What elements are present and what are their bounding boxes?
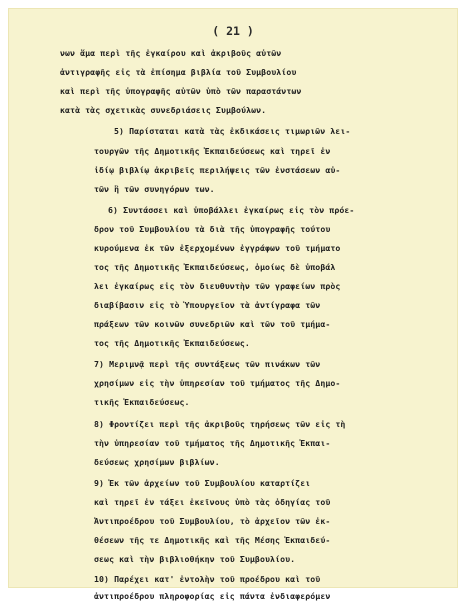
- text-line: τουργῶν τῆς Δημοτικῆς Ἐκπαιδεύσεως καὶ τηρεῖ ἐν: [94, 146, 331, 156]
- text-line: Ἀντιπροέδρου τοῦ Συμβουλίου, τὸ ἀρχεῖον τῶν ἐκ-: [94, 516, 331, 526]
- text-line: τος τῆς Δημοτικῆς Ἐκπαιδεύσεως.: [94, 338, 250, 348]
- text-line: κατὰ τὰς σχετικὰς συνεδριάσεις Συμβούλων.: [60, 105, 267, 115]
- text-line: δρον τοῦ Συμβουλίου τὰ διὰ τῆς ὑπογραφῆς τούτου: [94, 224, 331, 234]
- text-line: σεως καὶ τὴν βιβλιοθήκην τοῦ Συμβουλίου.: [94, 554, 296, 564]
- text-line: 8) Φροντίζει περὶ τῆς ἀκριβοῦς τηρήσεως τῶν εἰς τὴ: [94, 419, 346, 429]
- text-line: ἀντιγραφῆς εἰς τὰ ἐπίσημα βιβλία τοῦ Συμβουλίου: [60, 67, 297, 77]
- text-line: τικῆς Ἐκπαιδεύσεως.: [94, 397, 190, 407]
- document-page: [8, 8, 458, 601]
- text-line: διαβίβασιν εἰς τὸ Ὑπουργεῖον τὰ ἀντίγραφα τῶν: [94, 300, 321, 310]
- text-line: 6) Συντάσσει καὶ ὑποβάλλει ἐγκαίρως εἰς τὸν πρόε-: [108, 205, 355, 215]
- text-line: δεύσεως χρησίμων βιβλίων.: [94, 457, 220, 467]
- text-line: τῶν ἢ τῶν συνηγόρων των.: [94, 184, 215, 194]
- text-line: 7) Μεριμνᾷ περὶ τῆς συντάξεως τῶν πινάκων τῶν: [94, 359, 321, 369]
- text-line: θέσεων τῆς τε Δημοτικῆς καὶ τῆς Μέσης Ἐκπαιδεύ-: [94, 535, 331, 545]
- text-line: ἀντιπροέδρου πληροφορίας εἰς πάντα ἐνδιαφερόμεν: [94, 591, 331, 601]
- text-line: λει ἐγκαίρως εἰς τὸν διευθυντὴν τῶν γραφείων πρὸς: [94, 281, 341, 291]
- text-line: 10) Παρέχει κατ' ἐντολὴν τοῦ προέδρου καὶ τοῦ: [94, 574, 321, 584]
- text-line: 5) Παρίσταται κατὰ τὰς ἐκδικάσεις τιμωριῶν λει-: [114, 126, 351, 136]
- text-line: νων ἅμα περὶ τῆς ἐγκαίρου καὶ ἀκριβοῦς αὐτῶν: [60, 48, 282, 58]
- page-number: ( 21 ): [212, 24, 254, 38]
- text-line: κυρούμενα ἐκ τῶν ἐξερχομένων ἐγγράφων τοῦ τμήματο: [94, 243, 341, 253]
- text-line: 9) Ἐκ τῶν ἀρχείων τοῦ Συμβουλίου καταρτίζει: [94, 478, 311, 488]
- text-line: πράξεων τῶν κοινῶν συνεδριῶν καὶ τῶν τοῦ τμήμα-: [94, 319, 331, 329]
- text-line: ἰδίῳ βιβλίῳ ἀκριβεῖς περιλήψεις τῶν ἐνστάσεων αὐ-: [94, 165, 341, 175]
- text-line: καὶ περὶ τῆς ὑπογραφῆς αὐτῶν ὑπὸ τῶν παραστάντων: [60, 86, 302, 96]
- text-line: τὴν ὑπηρεσίαν τοῦ τμήματος τῆς Δημοτικῆς Ἐκπαι-: [94, 438, 331, 448]
- text-line: χρησίμων εἰς τὴν ὑπηρεσίαν τοῦ τμήματος τῆς Δημο-: [94, 378, 341, 388]
- text-line: τος τῆς Δημοτικῆς Ἐκπαιδεύσεως, ὁμοίως δὲ ὑποβάλ: [94, 262, 336, 272]
- text-line: καὶ τηρεῖ ἐν τάξει ἐκεῖνους ὑπὸ τὰς ὁδηγίας τοῦ: [94, 497, 331, 507]
